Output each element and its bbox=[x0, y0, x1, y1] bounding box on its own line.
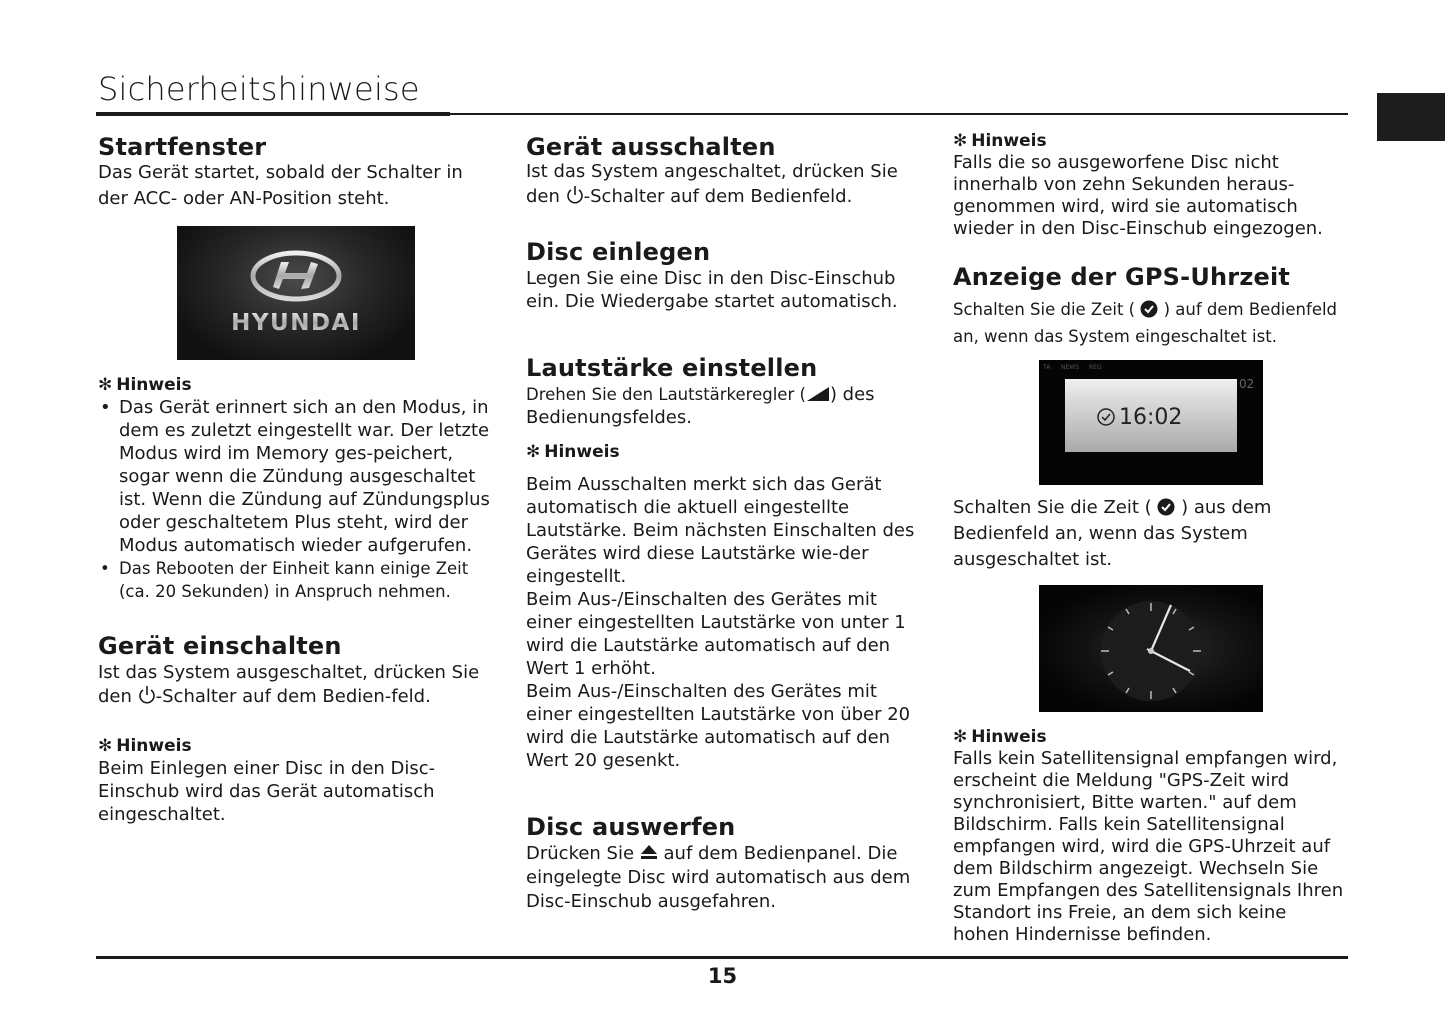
section-text: Ist das System angeschaltet, drücken Sie den -Schalter auf dem Bedienfeld. bbox=[526, 161, 898, 207]
section-text: Das Gerät startet, sobald der Schalter in der ACC- oder AN-Position steht. bbox=[98, 162, 463, 209]
footer-rule bbox=[96, 956, 1348, 959]
gps-time-popup-screen-image bbox=[1039, 360, 1263, 485]
volume-wedge-icon bbox=[806, 386, 830, 402]
note-bullet: • Das Rebooten der Einheit kann einige Zeit (ca. 20 Sekunden) in Anspruch nehmen. bbox=[98, 557, 493, 603]
svg-text:02: 02 bbox=[1239, 377, 1255, 391]
header-rule-thin bbox=[450, 113, 1348, 115]
note-text: Falls kein Satellitensignal empfangen wird, erscheint die Meldung "GPS-Zeit wird synchronisiert, Bitte warten." auf dem Bildschirm. Falls kein Satellitensignal empfangen wird, wird die GPS-Uhrzeit auf dem Bildschirm angezeigt. Wechseln Sie zum Empfangen des Satellitensignals Ihren Standort ins Freie, an dem sich keine hohen Hindernisse befinden. bbox=[953, 748, 1344, 945]
clock-icon bbox=[1140, 300, 1158, 318]
note-bullet: • Das Gerät erinnert sich an den Modus, in dem es zuletzt eingestellt war. Der letzte Modus wird im Memory ges-peichert, sogar wenn die Zündung ausgeschaltet ist. Wenn die Zündung auf Zündungsplus oder geschaltetem Plus steht, wird der Modus automatisch wieder aufgerufen. bbox=[98, 396, 493, 557]
section-disc-einlegen bbox=[526, 237, 921, 313]
svg-text:NEWS: NEWS bbox=[1061, 364, 1080, 371]
chapter-tab-marker bbox=[1377, 93, 1445, 141]
hyundai-logo-icon bbox=[177, 226, 415, 360]
asterisk-icon: ✻ bbox=[98, 736, 113, 756]
clock-icon bbox=[1157, 498, 1175, 516]
section-disc-auswerfen bbox=[526, 812, 921, 914]
note-label: Hinweis bbox=[116, 736, 192, 756]
svg-text:TA: TA bbox=[1043, 364, 1051, 371]
power-icon bbox=[138, 685, 156, 705]
section-heading: Lautstärke einstellen bbox=[526, 354, 818, 382]
note-bullet-list bbox=[98, 396, 493, 603]
asterisk-icon: ✻ bbox=[98, 375, 113, 395]
note-label: Hinweis bbox=[971, 727, 1047, 747]
section-heading: Startfenster bbox=[98, 133, 267, 161]
note-title bbox=[953, 726, 1348, 748]
note-title bbox=[526, 441, 921, 463]
note-block bbox=[98, 735, 493, 826]
note-block bbox=[953, 130, 1348, 240]
section-startfenster bbox=[98, 132, 493, 603]
note-block bbox=[98, 374, 493, 603]
note-title bbox=[98, 374, 493, 396]
note-title bbox=[98, 735, 493, 757]
section-heading: Gerät ausschalten bbox=[526, 133, 776, 161]
section-text: Legen Sie eine Disc in den Disc-Einschub ein. Die Wiedergabe startet automatisch. bbox=[526, 268, 898, 312]
power-icon bbox=[566, 185, 584, 205]
section-text: Schalten Sie die Zeit ( ) aus dem Bedienfeld an, wenn das System ausgeschaltet ist. bbox=[953, 497, 1272, 570]
section-heading: Disc auswerfen bbox=[526, 813, 736, 841]
note-label: Hinweis bbox=[971, 131, 1047, 151]
note-paragraph: Beim Ausschalten merkt sich das Gerät automatisch die aktuell eingestellte Lautstärke. Beim nächsten Einschalten des Gerätes wird diese Lautstärke wie-der eingestellt. bbox=[526, 474, 915, 587]
analog-clock-illustration bbox=[1039, 585, 1263, 712]
note-text: Falls die so ausgeworfene Disc nicht innerhalb von zehn Sekunden heraus-genommen wird, wird sie automatisch wieder in den Disc-Einschub eingezogen. bbox=[953, 152, 1323, 239]
time-popup-illustration bbox=[1039, 360, 1263, 485]
header-rule-thick bbox=[96, 112, 450, 116]
asterisk-icon: ✻ bbox=[953, 131, 968, 151]
section-heading: Anzeige der GPS-Uhrzeit bbox=[953, 263, 1291, 291]
column-3 bbox=[953, 130, 1348, 946]
section-gps-uhrzeit bbox=[953, 262, 1348, 946]
note-label: Hinweis bbox=[544, 442, 620, 462]
analog-clock-screen-image bbox=[1039, 585, 1263, 712]
svg-text:REG: REG bbox=[1089, 364, 1102, 371]
section-heading: Gerät einschalten bbox=[98, 632, 342, 660]
page-title: Sicherheitshinweise bbox=[98, 70, 420, 108]
section-geraet-einschalten bbox=[98, 631, 493, 826]
note-title bbox=[953, 130, 1348, 152]
note-block bbox=[953, 726, 1348, 946]
note-text: Beim Einlegen einer Disc in den Disc-Einschub wird das Gerät automatisch eingeschaltet. bbox=[98, 758, 436, 825]
section-lautstaerke bbox=[526, 353, 921, 772]
eject-icon bbox=[640, 844, 658, 860]
asterisk-icon: ✻ bbox=[526, 442, 541, 462]
page-number: 15 bbox=[707, 964, 738, 988]
svg-text:16:02: 16:02 bbox=[1119, 405, 1183, 430]
section-heading: Disc einlegen bbox=[526, 238, 711, 266]
note-block bbox=[526, 441, 921, 772]
section-text: Ist das System ausgeschaltet, drücken Sie den -Schalter auf dem Bedien-feld. bbox=[98, 662, 480, 707]
section-text: Schalten Sie die Zeit ( ) auf dem Bedienfeld an, wenn das System eingeschaltet ist. bbox=[953, 300, 1338, 346]
hyundai-startup-screen-image bbox=[177, 226, 415, 360]
section-geraet-ausschalten bbox=[526, 132, 921, 209]
section-text: Drehen Sie den Lautstärkeregler ( ) des Bedienungsfeldes. bbox=[526, 384, 875, 428]
note-paragraph: Beim Aus-/Einschalten des Gerätes mit einer eingestellten Lautstärke von unter 1 wird die Lautstärke automatisch auf den Wert 1 erhöht. bbox=[526, 589, 906, 679]
column-1 bbox=[98, 130, 493, 826]
svg-text:HYUNDAI: HYUNDAI bbox=[231, 310, 361, 336]
note-label: Hinweis bbox=[116, 375, 192, 395]
asterisk-icon: ✻ bbox=[953, 727, 968, 747]
section-text: Drücken Sie auf dem Bedienpanel. Die eingelegte Disc wird automatisch aus dem Disc-Einschub ausgefahren. bbox=[526, 843, 911, 912]
column-2 bbox=[526, 130, 921, 914]
note-paragraph: Beim Aus-/Einschalten des Gerätes mit einer eingestellten Lautstärke von über 20 wird die Lautstärke automatisch auf den Wert 20 gesenkt. bbox=[526, 681, 911, 771]
